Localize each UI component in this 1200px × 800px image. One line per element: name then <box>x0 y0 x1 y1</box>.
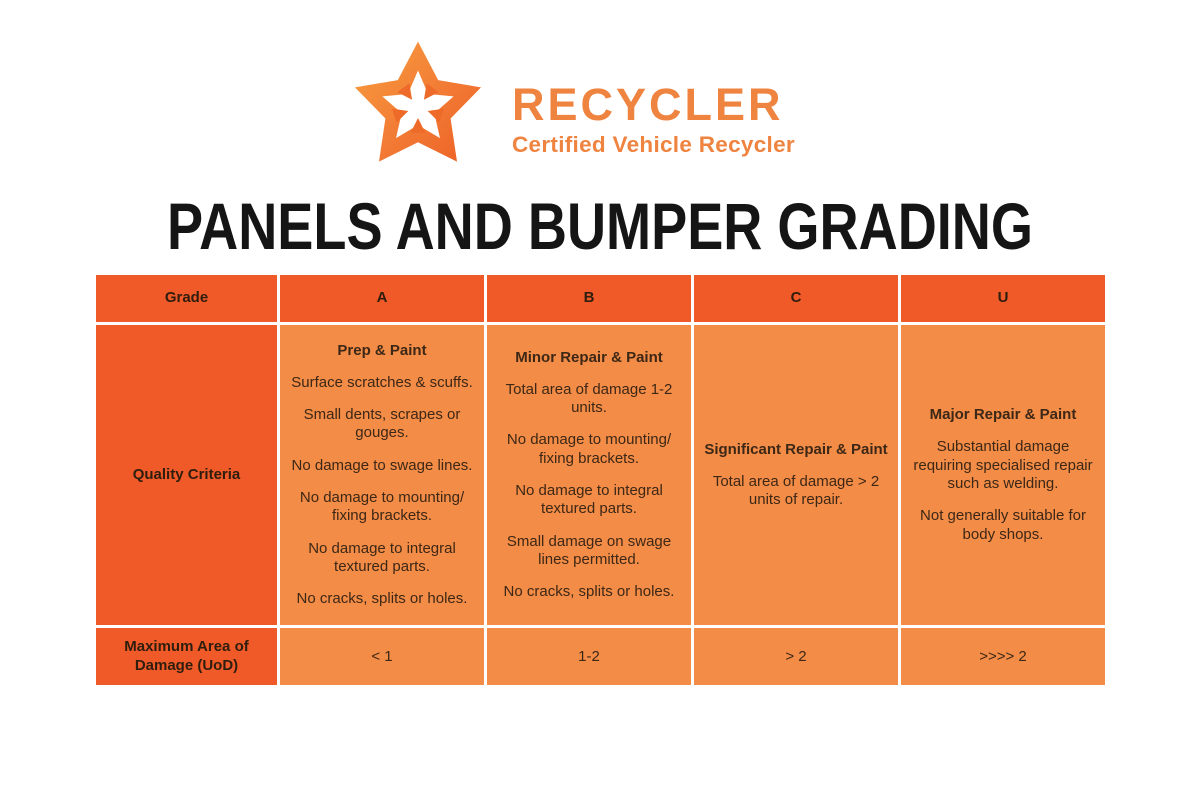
quality-a-item: Surface scratches & scuffs. <box>291 373 473 391</box>
quality-u-item: Substantial damage requiring specialised repair such as welding. <box>913 438 1093 492</box>
quality-a-item: No damage to integral textured parts. <box>308 539 456 575</box>
page-title-wrap <box>0 189 1200 263</box>
row-label-quality-criteria: Quality Criteria <box>96 325 277 625</box>
row-label-max-damage: Maximum Area of Damage (UoD) <box>96 628 277 685</box>
quality-u-item: Not generally suitable for body shops. <box>920 507 1086 543</box>
logo-text <box>512 26 795 157</box>
quality-c-item: Total area of damage > 2 units of repair. <box>712 472 880 509</box>
quality-b-item: Total area of damage 1-2 units. <box>505 380 673 417</box>
quality-c-title: Significant Repair & Paint <box>704 440 888 458</box>
quality-cell-grade-a <box>280 325 484 625</box>
quality-cell-grade-b <box>487 325 691 625</box>
header-grade-c: C <box>694 275 898 322</box>
grading-table <box>96 275 1105 685</box>
quality-b-item: No damage to integral textured parts. <box>515 482 663 518</box>
max-damage-grade-u: >>>> 2 <box>901 628 1105 685</box>
logo <box>330 26 795 187</box>
quality-b-item: No cracks, splits or holes. <box>503 583 675 601</box>
quality-a-item: No damage to mounting/ fixing brackets. <box>299 489 465 525</box>
recycling-star-arrows-icon <box>330 26 506 187</box>
quality-u-title: Major Repair & Paint <box>929 406 1077 424</box>
max-damage-grade-a: < 1 <box>280 628 484 685</box>
quality-a-item: No damage to swage lines. <box>291 456 473 474</box>
quality-a-title: Prep & Paint <box>337 341 427 359</box>
header-grade-a: A <box>280 275 484 322</box>
brand-name: RECYCLER <box>512 79 784 130</box>
quality-b-item: Small damage on swage lines permitted. <box>506 532 672 568</box>
quality-b-title: Minor Repair & Paint <box>515 348 663 366</box>
header-grade: Grade <box>96 275 277 322</box>
brand-tagline: Certified Vehicle Recycler <box>512 132 795 157</box>
header-grade-u: U <box>901 275 1105 322</box>
quality-b-item: No damage to mounting/ fixing brackets. <box>506 431 672 467</box>
quality-a-item: Small dents, scrapes or gouges. <box>303 406 461 442</box>
quality-a-item: No cracks, splits or holes. <box>296 590 468 608</box>
quality-cell-grade-c <box>694 325 898 625</box>
quality-cell-grade-u <box>901 325 1105 625</box>
header-grade-b: B <box>487 275 691 322</box>
page-title: PANELS AND BUMPER GRADING <box>167 189 1033 263</box>
max-damage-grade-b: 1-2 <box>487 628 691 685</box>
max-damage-grade-c: > 2 <box>694 628 898 685</box>
